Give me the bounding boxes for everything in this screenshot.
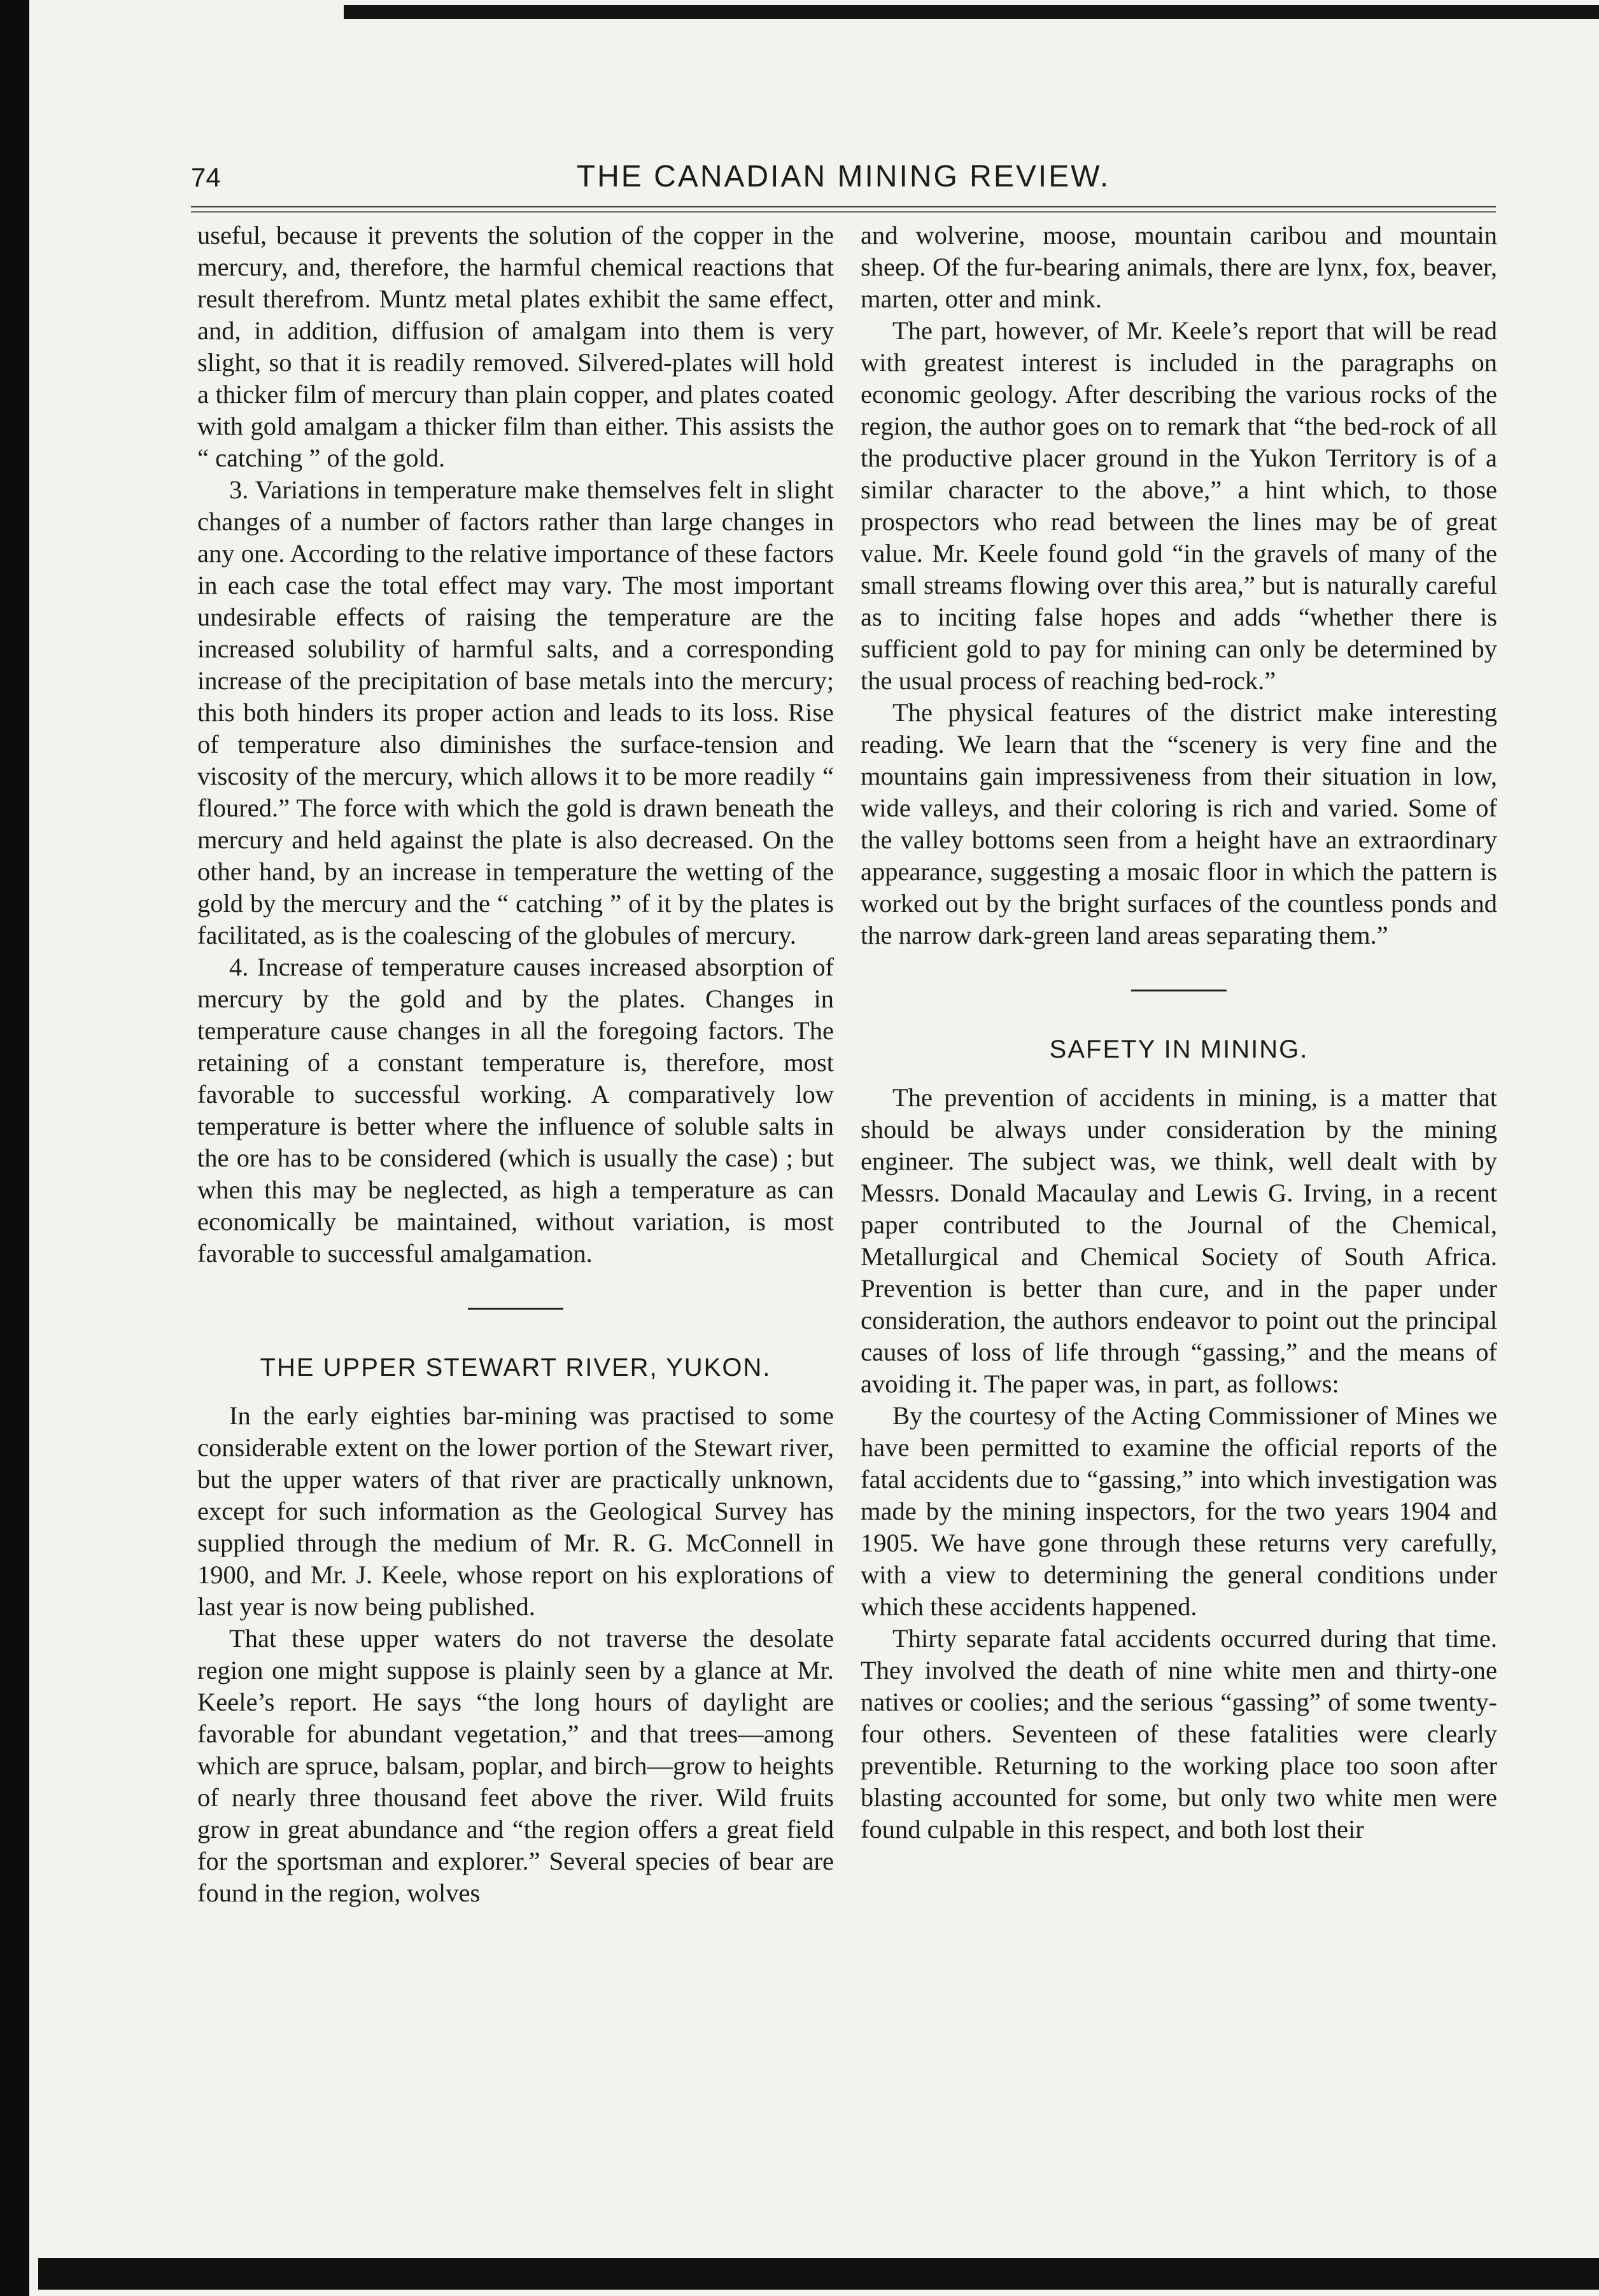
left-column xyxy=(197,220,834,1909)
paragraph: In the early eighties bar-mining was practised to some considerable extent on the lower portion of the Stewart river, but the upper waters of that river are practically unknown, except for such information as the Geological Survey has supplied through the medium of Mr. R. G. McConnell in 1900, and Mr. J. Keele, whose report on his explorations of last year is now being published. xyxy=(197,1401,834,1621)
scan-left-edge xyxy=(0,0,29,2296)
section-heading-stewart-river: THE UPPER STEWART RIVER, YUKON. xyxy=(260,1354,771,1382)
section-divider xyxy=(468,1308,563,1310)
paragraph: By the courtesy of the Acting Commissioner of Mines we have been permitted to examine the official reports of the fatal accidents due to “gassing,” into which investigation was made by the mining inspectors, for the two years 1904 and 1905. We have gone through these returns very carefully, with a view to determining the general conditions under which these accidents happened. xyxy=(861,1401,1497,1621)
running-title: THE CANADIAN MINING REVIEW. xyxy=(576,160,1111,193)
scan-bottom-edge xyxy=(38,2258,1599,2290)
paragraph: Thirty separate fatal accidents occurred during that time. They involved the death of nine white men and thirty-one natives or coolies; and the serious “gassing” of some twenty-four others. Seventeen of these fatalities were clearly preventible. Returning to the working place too soon after blasting accounted for some, but only two white men were found culpable in this respect, and both lost their xyxy=(861,1624,1497,1844)
right-column xyxy=(861,220,1497,1845)
paragraph: That these upper waters do not traverse the desolate region one might suppose is plainly seen by a glance at Mr. Keele’s report. He says “the long hours of daylight are favorable for abundant vegetation,” and that trees—among which are spruce, balsam, poplar, and birch—grow to heights of nearly three thousand feet above the river. Wild fruits grow in great abundance and “the region offers a great field for the sportsman and explorer.” Several species of bear are found in the region, wolves xyxy=(197,1624,834,1907)
paragraph: 4. Increase of temperature causes increased absorption of mercury by the gold and by the plates. Changes in temperature cause changes in all the foregoing factors. The retaining of a constant temperature is, therefore, most favorable to successful working. A comparatively low temperature is better where the influence of soluble salts in the ore has to be considered (which is usually the case) ; but when this may be neglected, as high a temperature as can economically be maintained, without variation, is most favorable to successful amalgamation. xyxy=(197,953,834,1268)
paragraph: The physical features of the district make interesting reading. We learn that the “scenery is very fine and the mountains gain impressiveness from their situation in low, wide valleys, and their coloring is rich and varied. Some of the valley bottoms seen from a height have an extraordinary appearance, suggesting a mosaic floor in which the pattern is worked out by the bright surfaces of the countless ponds and the narrow dark-green land areas separating them.” xyxy=(861,698,1497,949)
section-divider xyxy=(1131,990,1227,991)
scan-top-rule xyxy=(344,5,1599,19)
paragraph: 3. Variations in temperature make themselves felt in slight changes of a number of factors rather than large changes in any one. According to the relative importance of these factors in each case the total effect may vary. The most important undesirable effects of raising the temperature are the increased solubility of harmful salts, and a corresponding increase of the precipitation of base metals into the mercury; this both hinders its proper action and leads to its loss. Rise of temperature also diminishes the surface-tension and viscosity of the mercury, which allows it to be more readily “ floured.” The force with which the gold is drawn beneath the mercury and held against the plate is also decreased. On the other hand, by an increase in temperature the wetting of the gold by the mercury and the “ catching ” of it by the plates is facilitated, as is the coalescing of the globules of mercury. xyxy=(197,475,834,949)
page-number: 74 xyxy=(191,162,221,192)
section-heading-safety-in-mining: SAFETY IN MINING. xyxy=(1049,1035,1309,1063)
paragraph: The part, however, of Mr. Keele’s report that will be read with greatest interest is included in the paragraphs on economic geology. After describing the various rocks of the region, the author goes on to remark that “the bed-rock of all the productive placer ground in the Yukon Territory is of a similar character to the above,” a hint which, to those prospectors who read between the lines may be of great value. Mr. Keele found gold “in the gravels of many of the small streams flowing over this area,” but is naturally careful as to inciting false hopes and adds “whether there is sufficient gold to pay for mining can only be determined by the usual process of reaching bed-rock.” xyxy=(861,316,1497,695)
header-rule xyxy=(191,206,1496,213)
paragraph: useful, because it prevents the solution of the copper in the mercury, and, therefore, the harmful chemical reactions that result therefrom. Muntz metal plates exhibit the same effect, and, in addition, diffusion of amalgam into them is very slight, so that it is readily removed. Silvered-plates will hold a thicker film of mercury than plain copper, and plates coated with gold amalgam a thicker film than either. This assists the “ catching ” of the gold. xyxy=(197,221,834,472)
paragraph: and wolverine, moose, mountain caribou and mountain sheep. Of the fur-bearing animals, there are lynx, fox, beaver, marten, otter and mink. xyxy=(861,221,1497,313)
paragraph: The prevention of accidents in mining, is a matter that should be always under consideration by the mining engineer. The subject was, we think, well dealt with by Messrs. Donald Macaulay and Lewis G. Irving, in a recent paper contributed to the Journal of the Chemical, Metallurgical and Chemical Society of South Africa. Prevention is better than cure, and in the paper under consideration, the authors endeavor to point out the principal causes of loss of life through “gassing,” and the means of avoiding it. The paper was, in part, as follows: xyxy=(861,1083,1497,1398)
